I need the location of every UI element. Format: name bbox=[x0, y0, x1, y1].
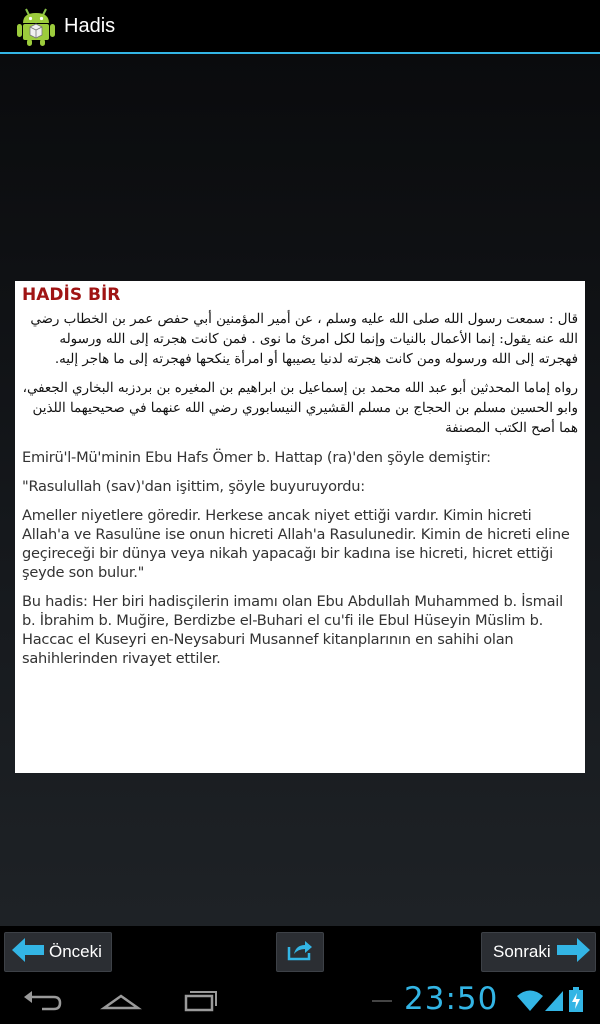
signal-icon bbox=[544, 988, 564, 1017]
previous-label: Önceki bbox=[49, 942, 102, 961]
navigation-button-bar bbox=[0, 926, 600, 978]
android-robot-icon[interactable] bbox=[14, 4, 58, 48]
arrow-left-icon bbox=[11, 937, 45, 968]
action-bar bbox=[0, 0, 600, 54]
home-icon[interactable] bbox=[98, 986, 144, 1016]
battery-icon bbox=[568, 987, 584, 1018]
translation-paragraph-3: Ameller niyetlere göredir. Herkese ancak niyet ettiği vardır. Kimin hicreti Allah'a ve Rasulüne ise onun hicreti Allah'a Rasulunedir. Kimin de hicreti eline geçireceği bir dünya veya nikah yapacağı bir kadına ise hicreti, hicret ettiği şeyde son bulur." bbox=[22, 507, 570, 581]
translation-paragraph-4: Bu hadis: Her biri hadisçilerin imamı olan Ebu Abdullah Muhammed b. İsmail b. İbrahim b. Muğire, Berdizbe el-Buhari el cu'fi ile Ebul Hüseyin Müslim b. Haccac el Kuseyri en-Neysaburi Musannef kitanplarının en sahihi olan sahihlerinden rivayet ettiler. bbox=[22, 593, 563, 667]
share-icon bbox=[286, 938, 314, 967]
clock: 23:50 bbox=[404, 981, 499, 1017]
arabic-narration: رواه إماما المحدثين أبو عبد الله محمد بن إسماعيل بن ابراهيم بن المغيره بن بردزبه البخاري الجعفي، وابو الحسين مسلم بن الحجاج بن مسلم القشيري النيسابوري رضي الله عنهما في صحيحيهما اللذين هما أصح الكتب المصنفة bbox=[22, 381, 578, 436]
hadith-heading: HADİS BİR bbox=[22, 285, 121, 305]
translation-paragraph-2: "Rasulullah (sav)'dan işittim, şöyle buyuruyordu: bbox=[22, 478, 365, 495]
hadith-card bbox=[15, 281, 585, 773]
arabic-text: قال : سمعت رسول الله صلى الله عليه وسلم ، عن أمير المؤمنين أبي حفص عمر بن الخطاب رضي الله عنه يقول: إنما الأعمال بالنيات وإنما لكل امرئ ما نوى . فمن كانت هجرته إلى الله ورسوله فهجرته إلى الله ورسوله ومن كانت هجرته لدنيا يصيبها أو امرأة ينكحها فهجرته إلى ما هاجر إليه. bbox=[30, 312, 578, 367]
next-button[interactable] bbox=[481, 932, 596, 972]
recent-apps-icon[interactable] bbox=[178, 986, 224, 1016]
app-title: Hadis bbox=[64, 14, 116, 37]
translation-paragraph-1: Emirü'l-Mü'minin Ebu Hafs Ömer b. Hattap (ra)'den şöyle demiştir: bbox=[22, 449, 491, 466]
back-icon[interactable] bbox=[20, 986, 66, 1016]
system-bar bbox=[0, 978, 600, 1024]
content-area bbox=[0, 54, 600, 926]
previous-button[interactable] bbox=[4, 932, 112, 972]
divider bbox=[372, 1000, 392, 1002]
arrow-right-icon bbox=[555, 937, 591, 968]
next-label: Sonraki bbox=[493, 942, 551, 961]
wifi-icon bbox=[516, 988, 544, 1017]
share-button[interactable] bbox=[276, 932, 324, 972]
